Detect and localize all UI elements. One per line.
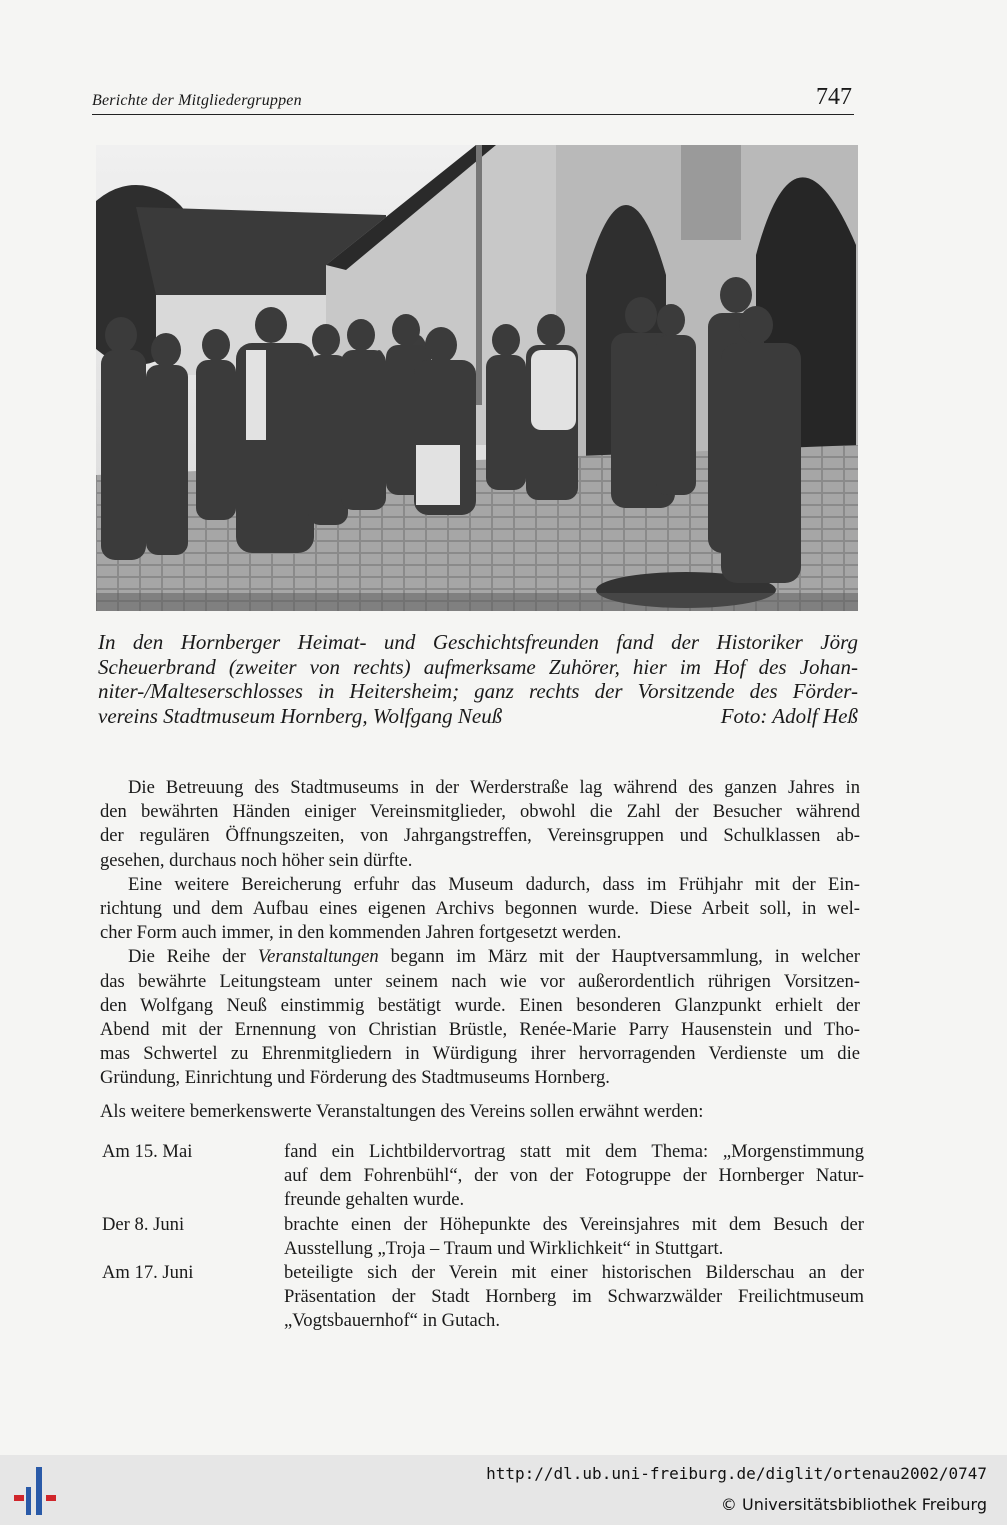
photo-illustration [96, 145, 858, 611]
text-line: Präsentation der Stadt Hornberg im Schwarzwälder Freilichtmuseum [284, 1286, 864, 1308]
article-body [100, 776, 860, 1124]
event-description [284, 1140, 864, 1213]
caption-line: niter-/Malteserschlosses in Heitersheim; ganz rechts der Vorsitzende des Förder- [98, 679, 858, 703]
text-line: den bewährten Händen einiger Vereinsmitglieder, obwohl die Zahl der Besucher während [100, 801, 860, 823]
page-header [92, 84, 854, 115]
text-line: beteiligte sich der Verein mit einer historischen Bilderschau an der [284, 1262, 864, 1284]
paragraph [100, 873, 860, 946]
text-line: auf dem Fohrenbühl“, der von der Fotogruppe der Hornberger Natur- [284, 1165, 864, 1187]
text-run: Die Reihe der [128, 946, 258, 968]
caption-line: In den Hornberger Heimat- und Geschichtsfreunden fand der Historiker Jörg [98, 630, 858, 654]
caption-last-line [98, 704, 858, 729]
event-description [284, 1213, 864, 1261]
caption-line: Scheuerbrand (zweiter von rechts) aufmerksame Zuhörer, hier im Hof des Johan- [98, 654, 858, 679]
permalink-url[interactable]: http://dl.ub.uni-freiburg.de/diglit/ortenau2002/0747 [486, 1464, 987, 1483]
paragraph [100, 776, 860, 873]
copyright-notice: © Universitätsbibliothek Freiburg [720, 1495, 987, 1514]
paragraph [100, 1100, 860, 1124]
text-line: Eine weitere Bereicherung erfuhr das Museum dadurch, dass im Frühjahr mit der Ein- [128, 873, 860, 895]
event-description [284, 1261, 864, 1334]
text-line [100, 945, 860, 969]
caption-line: vereins Stadtmuseum Hornberg, Wolfgang Neuß [98, 703, 503, 728]
emphasis-veranstaltungen: Veranstaltungen [257, 946, 379, 968]
photo-credit: Foto: Adolf Heß [720, 703, 858, 728]
text-line: gesehen, durchaus noch höher sein dürfte. [100, 849, 413, 871]
event-date: Am 15. Mai [102, 1141, 193, 1162]
event-date: Der 8. Juni [102, 1213, 185, 1235]
text-line: Ausstellung „Troja – Traum und Wirklichkeit“ in Stuttgart. [284, 1237, 724, 1259]
event-entry [102, 1261, 864, 1334]
text-line: freunde gehalten wurde. [284, 1189, 465, 1211]
text-line: richtung und dem Aufbau eines eigenen Archivs begonnen wurde. Diese Arbeit soll, in wel- [100, 898, 860, 920]
text-line: der regulären Öffnungszeiten, von Jahrgangstreffen, Vereinsgruppen und Schulklassen ab- [100, 825, 860, 847]
paragraph [100, 945, 860, 1090]
text-line: brachte einen der Höhepunkte des Vereinsjahres mit dem Besuch der [284, 1213, 864, 1235]
text-line: Die Betreuung des Stadtmuseums in der Werderstraße lag während des ganzen Jahres in [128, 777, 860, 798]
text-line: Als weitere bemerkenswerte Veranstaltungen des Vereins sollen erwähnt werden: [100, 1100, 704, 1122]
viewer-footer [0, 1455, 1007, 1525]
page-number: 747 [816, 84, 852, 110]
event-list [102, 1140, 864, 1334]
text-line: cher Form auch immer, in den kommenden Jahren fortgesetzt werden. [100, 922, 622, 944]
running-head: Berichte der Mitgliedergruppen [92, 92, 302, 109]
text-run: begann im März mit der Hauptversammlung, in welcher [378, 946, 861, 968]
event-entry [102, 1213, 864, 1261]
text-line: „Vogtsbauernhof“ in Gutach. [284, 1310, 501, 1332]
event-entry [102, 1140, 864, 1213]
photograph [96, 145, 858, 611]
photo-caption [98, 630, 858, 728]
text-line: Abend mit der Ernennung von Christian Brüstle, Renée-Marie Parry Hausenstein und Tho- [100, 1019, 860, 1041]
text-line: den Wolfgang Neuß einstimmig bestätigt wurde. Einen besonderen Glanzpunkt erhielt der [100, 994, 860, 1016]
ub-freiburg-logo-icon[interactable] [12, 1465, 64, 1517]
event-date: Am 17. Juni [102, 1262, 194, 1284]
text-line: Gründung, Einrichtung und Förderung des Stadtmuseums Hornberg. [100, 1067, 610, 1089]
text-line: mas Schwertel zu Ehrenmitgliedern in Würdigung ihrer hervorragenden Verdienste um die [100, 1043, 860, 1065]
text-line: fand ein Lichtbildervortrag statt mit dem Thema: „Morgenstimmung [284, 1141, 864, 1162]
text-line: das bewährte Leitungsteam unter seinem nach wie vor außerordentlich rührigen Vorsitzen- [100, 970, 860, 992]
